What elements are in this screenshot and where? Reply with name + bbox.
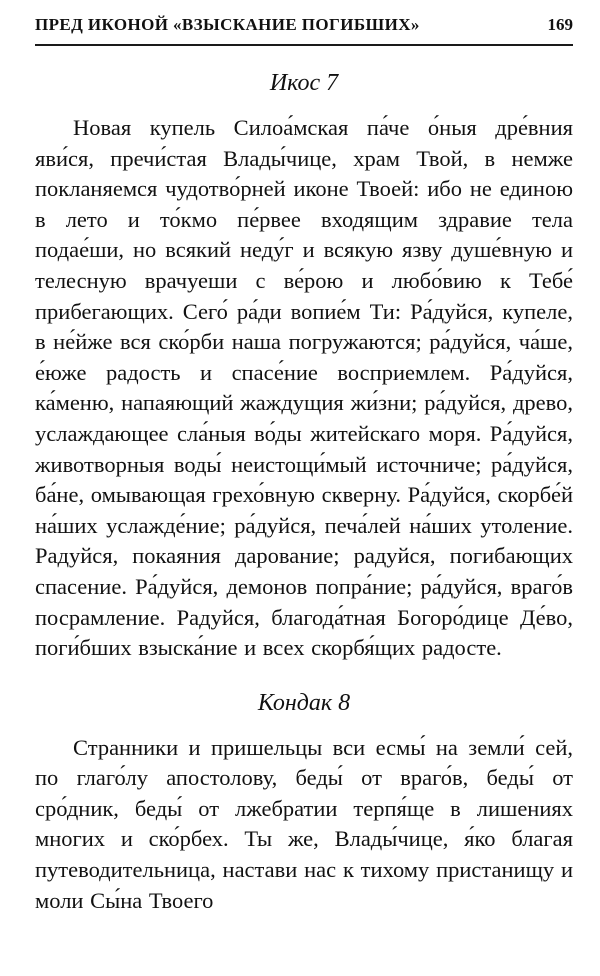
page-header — [35, 14, 573, 46]
section-heading-ikos-7: Икос 7 — [269, 70, 339, 96]
running-title: ПРЕД ИКОНОЙ «ВЗЫСКАНИЕ ПОГИБШИХ» — [35, 15, 420, 34]
paragraph-ikos-7: Новая купель Силоа́мская па́че о́ныя дре́вния яви́ся, пречи́стая Влады́чице, храм Твой, в немже покланяемся чудотво́рней иконе Твоей: ибо не единою в лето и то́кмо пе́рвее входящим здравие тела подае́ши, но всякий неду́г и всякую язву душе́вную и телесную врачуеши с ве́рою и любо́вию к Тебе́ прибегающих. Сего́ ра́ди вопие́м Ти: Ра́дуйся, купеле, в не́йже вся ско́рби наша погружаются; ра́дуйся, ча́ше, е́юже радость и спасе́ние восприемлем. Ра́дуйся, ка́меню, напаяющий жаждущия жи́зни; ра́дуйся, древо, услаждающее сла́ныя во́ды житейскаго моря. Ра́дуйся, животворныя воды́ неистощи́мый источниче; ра́дуйся, ба́не, омывающая грехо́вную скверну. Ра́дуйся, скорбе́й на́ших услажде́ние; ра́дуйся, печа́лей на́ших утоление. Радуйся, покаяния дарование; радуйся, погибающих спасение. Ра́дуйся, демонов попра́ние; ра́дуйся, враго́в посрамление. Радуйся, благода́тная Богоро́дице Де́во, поги́бших взыска́ние и всех скорбя́щих радосте. — [35, 115, 573, 661]
section-heading-kondak-8: Кондак 8 — [257, 689, 351, 716]
page-body — [35, 68, 573, 916]
page-number: 169 — [547, 15, 573, 34]
paragraph-kondak-8: Странники и пришельцы вси есмы́ на земли́ сей, по глаго́лу апостолову, беды́ от враго́в, беды́ от сро́дник, беды́ от лжебратии терпя́ще в лишениях многих и ско́рбех. Ты же, Влады́чице, я́ко благая путеводительница, настави нас к тихому пристанищу и моли Сы́на Твоего — [35, 734, 573, 913]
